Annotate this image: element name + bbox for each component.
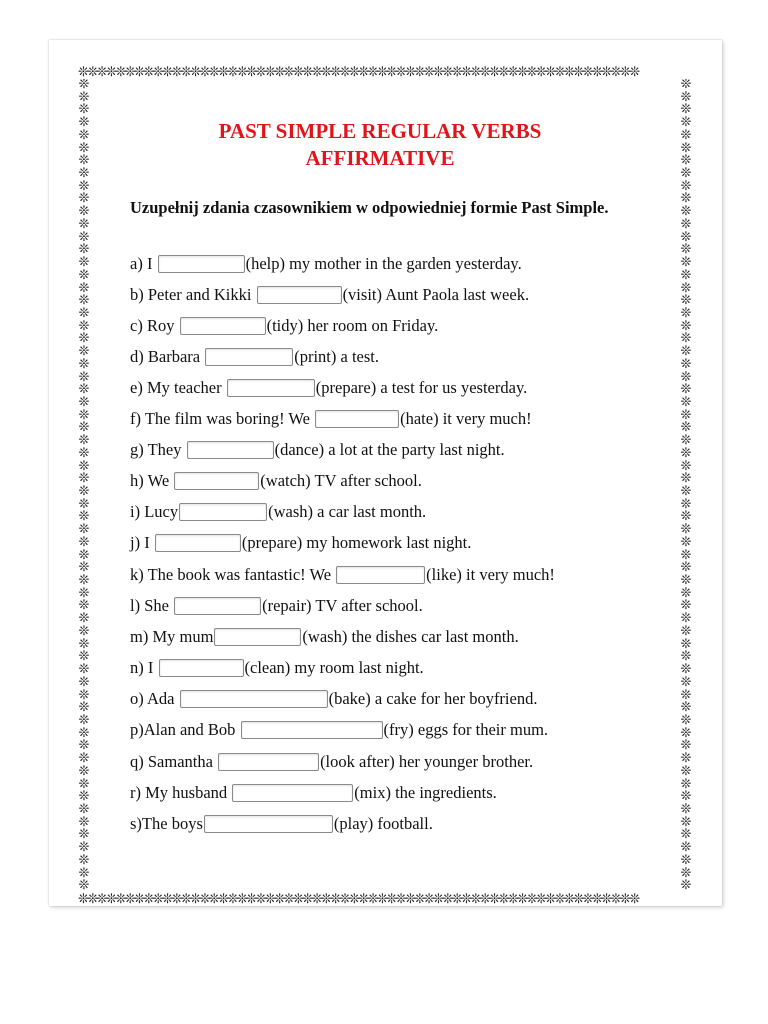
instruction-text: Uzupełnij zdania czasownikiem w odpowiedniej formie Past Simple. [130, 198, 609, 217]
exercise-item-i [130, 499, 426, 523]
answer-input-d[interactable] [205, 348, 293, 366]
answer-input-n[interactable] [159, 659, 244, 677]
answer-input-i[interactable] [179, 503, 267, 521]
exercise-item-p [130, 717, 548, 741]
item-prefix: k) The book was fantastic! We [130, 565, 336, 585]
item-prefix: g) They [130, 440, 186, 460]
exercise-item-r [130, 780, 497, 804]
answer-input-g[interactable] [187, 441, 274, 459]
item-suffix: (dance) a lot at the party last night. [274, 440, 505, 460]
answer-input-l[interactable] [174, 597, 261, 615]
item-prefix: i) Lucy [130, 502, 179, 522]
item-suffix: (clean) my room last night. [244, 658, 424, 678]
item-suffix: (prepare) my homework last night. [241, 533, 472, 553]
exercise-item-s [130, 811, 433, 835]
exercise-item-a [130, 251, 522, 275]
answer-input-p[interactable] [241, 721, 383, 739]
decorative-border-right: ❊ ❊ ❊ ❊ ❊ ❊ ❊ ❊ ❊ ❊ ❊ ❊ ❊ ❊ ❊ ❊ ❊ ❊ ❊ ❊ ❊ ❊ ❊ ❊ ❊ ❊ ❊ ❊ ❊ ❊ ❊ ❊ ❊ ❊ ❊ ❊ ❊ ❊ ❊ ❊ ❊ ❊ ❊ ❊ ❊ ❊ ❊ ❊ ❊ ❊ ❊ ❊ ❊ ❊ ❊ ❊ ❊ ❊ ❊ ❊ ❊ ❊ ❊ ❊ [680, 79, 692, 893]
answer-input-r[interactable] [232, 784, 353, 802]
exercise-item-k [130, 562, 555, 586]
item-prefix: c) Roy [130, 316, 179, 336]
answer-input-e[interactable] [227, 379, 315, 397]
exercise-item-n [130, 655, 424, 679]
item-suffix: (fry) eggs for their mum. [383, 720, 549, 740]
item-suffix: (visit) Aunt Paola last week. [342, 285, 530, 305]
item-suffix: (hate) it very much! [400, 409, 532, 429]
exercise-item-f [130, 406, 532, 430]
exercise-item-j [130, 530, 471, 554]
exercise-item-l [130, 593, 423, 617]
item-suffix: (prepare) a test for us yesterday. [315, 378, 528, 398]
item-prefix: d) Barbara [130, 347, 205, 367]
decorative-border-bottom: ❊❊❊❊❊❊❊❊❊❊❊❊❊❊❊❊❊❊❊❊❊❊❊❊❊❊❊❊❊❊❊❊❊❊❊❊❊❊❊❊❊❊❊❊❊❊❊❊❊❊❊❊❊❊❊❊❊❊❊❊ [78, 893, 639, 906]
answer-input-s[interactable] [204, 815, 333, 833]
item-suffix: (play) football. [333, 814, 433, 834]
exercise-item-q [130, 749, 533, 773]
exercise-item-d [130, 344, 379, 368]
answer-input-f[interactable] [315, 410, 399, 428]
exercise-item-b [130, 282, 529, 306]
item-prefix: r) My husband [130, 783, 232, 803]
worksheet-title [120, 118, 640, 172]
item-prefix: f) The film was boring! We [130, 409, 315, 429]
title-line-2: AFFIRMATIVE [305, 146, 455, 170]
item-suffix: (help) my mother in the garden yesterday. [245, 254, 522, 274]
answer-input-o[interactable] [180, 690, 328, 708]
item-prefix: s)The boys [130, 814, 203, 834]
item-suffix: (tidy) her room on Friday. [266, 316, 439, 336]
decorative-border-top: ❊❊❊❊❊❊❊❊❊❊❊❊❊❊❊❊❊❊❊❊❊❊❊❊❊❊❊❊❊❊❊❊❊❊❊❊❊❊❊❊❊❊❊❊❊❊❊❊❊❊❊❊❊❊❊❊❊❊❊❊ [78, 66, 639, 79]
answer-input-q[interactable] [218, 753, 319, 771]
exercise-item-c [130, 313, 438, 337]
item-prefix: q) Samantha [130, 752, 218, 772]
answer-input-b[interactable] [257, 286, 342, 304]
item-prefix: m) My mum [130, 627, 214, 647]
answer-input-j[interactable] [155, 534, 241, 552]
exercise-item-o [130, 686, 537, 710]
item-prefix: h) We [130, 471, 174, 491]
exercise-item-h [130, 468, 422, 492]
item-prefix: n) I [130, 658, 158, 678]
item-suffix: (print) a test. [294, 347, 379, 367]
title-line-1: PAST SIMPLE REGULAR VERBS [218, 119, 542, 143]
item-prefix: a) I [130, 254, 157, 274]
item-prefix: p)Alan and Bob [130, 720, 240, 740]
item-suffix: (watch) TV after school. [260, 471, 422, 491]
exercise-item-g [130, 437, 505, 461]
exercise-item-m [130, 624, 519, 648]
item-prefix: e) My teacher [130, 378, 226, 398]
item-suffix: (wash) a car last month. [268, 502, 427, 522]
item-suffix: (look after) her younger brother. [320, 752, 534, 772]
decorative-border-left: ❊ ❊ ❊ ❊ ❊ ❊ ❊ ❊ ❊ ❊ ❊ ❊ ❊ ❊ ❊ ❊ ❊ ❊ ❊ ❊ ❊ ❊ ❊ ❊ ❊ ❊ ❊ ❊ ❊ ❊ ❊ ❊ ❊ ❊ ❊ ❊ ❊ ❊ ❊ ❊ ❊ ❊ ❊ ❊ ❊ ❊ ❊ ❊ ❊ ❊ ❊ ❊ ❊ ❊ ❊ ❊ ❊ ❊ ❊ ❊ ❊ ❊ ❊ ❊ [78, 79, 90, 893]
item-prefix: l) She [130, 596, 174, 616]
item-prefix: o) Ada [130, 689, 179, 709]
answer-input-c[interactable] [180, 317, 266, 335]
item-suffix: (repair) TV after school. [262, 596, 423, 616]
item-prefix: j) I [130, 533, 154, 553]
answer-input-k[interactable] [336, 566, 425, 584]
item-prefix: b) Peter and Kikki [130, 285, 256, 305]
item-suffix: (mix) the ingredients. [354, 783, 497, 803]
answer-input-m[interactable] [214, 628, 301, 646]
answer-input-a[interactable] [158, 255, 245, 273]
item-suffix: (like) it very much! [426, 565, 555, 585]
item-suffix: (bake) a cake for her boyfriend. [328, 689, 538, 709]
answer-input-h[interactable] [174, 472, 259, 490]
exercise-item-e [130, 375, 527, 399]
item-suffix: (wash) the dishes car last month. [302, 627, 519, 647]
